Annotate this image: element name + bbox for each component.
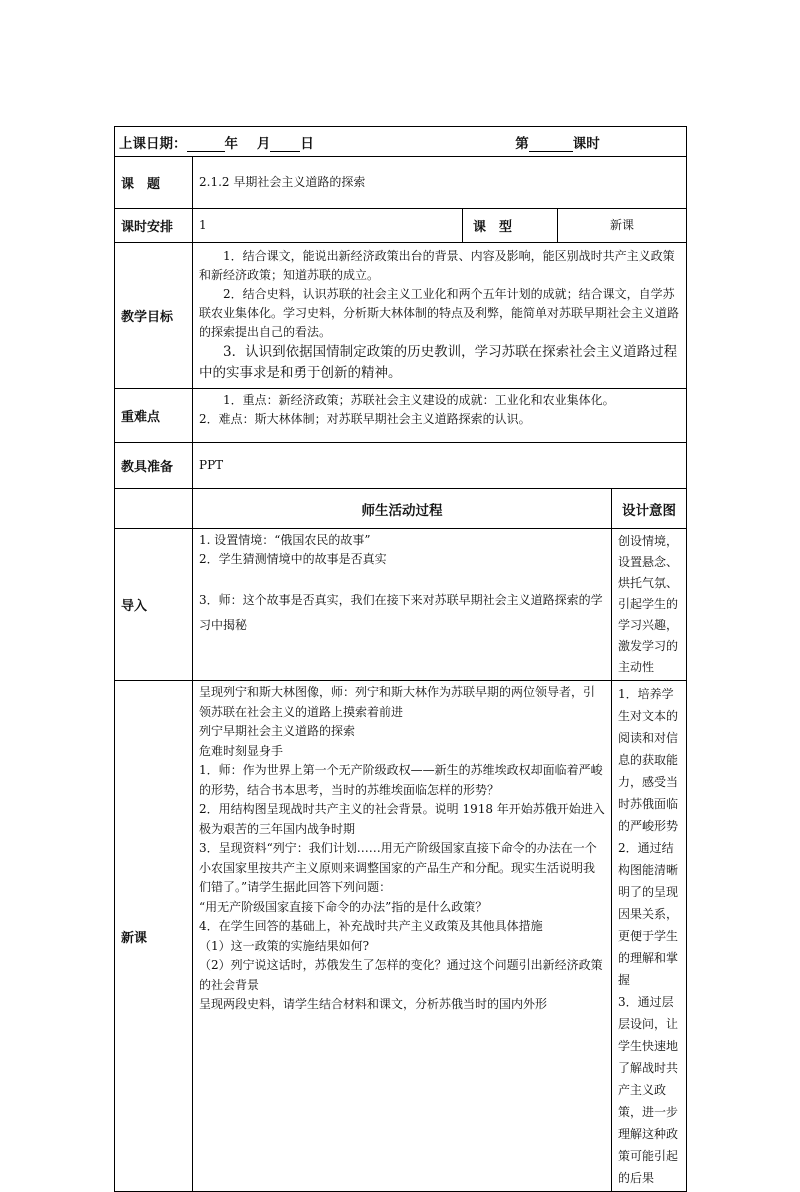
- lesson-plan-table: [114, 126, 687, 1192]
- year-label: 年: [224, 135, 238, 152]
- new-lesson-content: [193, 681, 612, 1192]
- schedule-value: 1: [193, 209, 463, 243]
- schedule-row: [115, 209, 687, 243]
- key-points-row: [115, 389, 687, 443]
- activity-header: 师生活动过程: [193, 489, 612, 529]
- year-blank: [187, 137, 225, 152]
- design-header: 设计意图: [612, 489, 687, 529]
- materials-label: 教具准备: [115, 443, 193, 489]
- lesson-line: 呈现列宁和斯大林图像，师：列宁和斯大林作为苏联早期的两位领导者，引领苏联在社会主义的道路上摸索着前进: [199, 685, 596, 719]
- schedule-label: 课时安排: [115, 209, 193, 243]
- topic-row: [115, 157, 687, 209]
- lesson-line: 呈现两段史料，请学生结合材料和课文，分析苏俄当时的国内外形: [199, 997, 548, 1011]
- month-blank: [270, 137, 300, 152]
- lesson-line: 2．用结构图呈现战时共产主义的社会背景。说明 1918 年开始苏俄开始进入极为艰苦的三年国内战争时期: [199, 802, 605, 836]
- intro-line: 2．学生猜测情境中的故事是否真实: [199, 552, 387, 566]
- lesson-line: “用无产阶级国家直接下命令的办法”指的是什么政策？: [199, 899, 488, 914]
- new-lesson-design: 1．培养学生对文本的阅读和对信息的获取能力，感受当时苏俄面临的严峻形势 2．通过结构图能清晰明了的呈现因果关系，更便于学生的理解和掌握 3．通过层层设问，让学生快速地了解战时共产主义政策，进一步理解这种政策可能引起的后果: [612, 681, 687, 1192]
- intro-row: [115, 529, 687, 681]
- topic-value: 2.1.2 早期社会主义道路的探索: [193, 157, 687, 209]
- intro-line: 1. 设置情境：“俄国农民的故事”: [199, 533, 371, 547]
- new-lesson-row: [115, 681, 687, 1192]
- day-label: 日: [300, 135, 314, 152]
- materials-row: [115, 443, 687, 489]
- objectives-label: 教学目标: [115, 243, 193, 389]
- period-suffix: 课时: [572, 135, 600, 152]
- period-blank: [529, 137, 573, 152]
- objectives-content: [193, 243, 687, 389]
- key-points-content: [193, 389, 687, 443]
- objectives-row: [115, 243, 687, 389]
- objective-item: 1．结合课文，能说出新经济政策出台的背景、内容及影响，能区别战时共产主义政策和新经济政策；知道苏联的成立。: [199, 249, 675, 282]
- process-header-row: [115, 489, 687, 529]
- objective-item: 2．结合史料，认识苏联的社会主义工业化和两个五年计划的成就；结合课文，自学苏联农业集体化。学习史料，分析斯大林体制的特点及利弊，能简单对苏联早期社会主义道路的探索提出自己的看法。: [199, 287, 680, 339]
- lesson-line: （1）这一政策的实施结果如何?: [199, 938, 370, 953]
- date-label: 上课日期：: [119, 135, 187, 152]
- key-point-item: 1．重点：新经济政策；苏联社会主义建设的成就：工业化和农业集体化。: [223, 393, 615, 407]
- lesson-line: 4．在学生回答的基础上，补充战时共产主义政策及其他具体措施: [199, 919, 543, 933]
- intro-label: 导入: [115, 529, 193, 681]
- lesson-line: 3．呈现资料“列宁：我们计划……用无产阶级国家直接下命令的办法在一个小农国家里按共产主义原则来调整国家的产品生产和分配。现实生活说明我们错了。”请学生据此回答下列问题：: [199, 841, 597, 894]
- intro-design: 创设情境，设置悬念、烘托气氛、引起学生的学习兴趣，激发学习的主动性: [612, 529, 687, 681]
- month-label: 月: [256, 135, 271, 152]
- topic-label: 课 题: [115, 157, 193, 209]
- intro-line: 3．师：这个故事是否真实，我们在接下来对苏联早期社会主义道路探索的学习中揭秘: [199, 593, 603, 632]
- lesson-line: 1．师：作为世界上第一个无产阶级政权——新生的苏维埃政权却面临着严峻的形势，结合书本思考，当时的苏维埃面临怎样的形势？: [199, 763, 603, 797]
- period-prefix: 第: [515, 135, 529, 152]
- key-points-label: 重难点: [115, 389, 193, 443]
- lesson-line: （2）列宁说这话时，苏俄发生了怎样的变化？通过这个问题引出新经济政策的社会背景: [199, 958, 603, 992]
- intro-content: [193, 529, 612, 681]
- new-lesson-label: 新课: [115, 681, 193, 1192]
- date-row: [115, 127, 687, 157]
- lesson-line: 列宁早期社会主义道路的探索: [199, 724, 356, 738]
- materials-value: PPT: [193, 443, 687, 489]
- lesson-line: 危难时刻显身手: [199, 743, 284, 758]
- objective-item: 3．认识到依据国情制定政策的历史教训，学习苏联在探索社会主义道路过程中的实事求是和勇于创新的精神。: [199, 344, 678, 381]
- lesson-type-value: 新课: [558, 209, 687, 243]
- key-point-item: 2．难点：斯大林体制；对苏联早期社会主义道路探索的认识。: [199, 412, 531, 426]
- lesson-type-label: 课 型: [463, 209, 558, 243]
